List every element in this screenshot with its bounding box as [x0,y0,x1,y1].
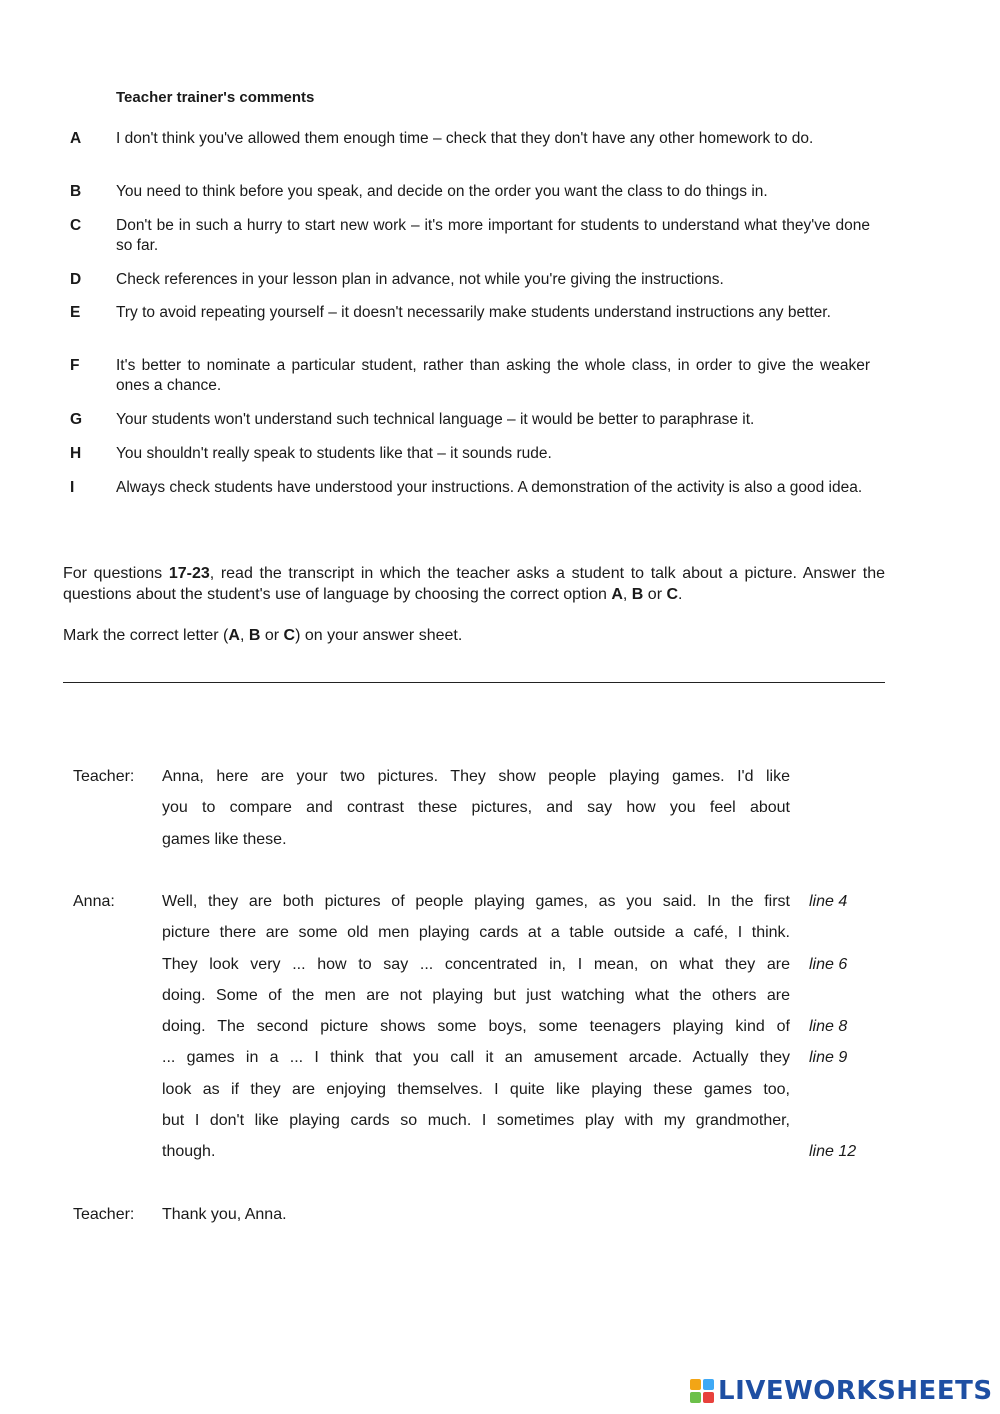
transcript-line: ... games in a ... I think that you call it an amusement arcade. Actually they [162,1049,790,1066]
transcript-line: doing. The second picture shows some boys, some teenagers playing kind of [162,1018,790,1035]
line-number: line 9 [809,1049,848,1066]
comment-item [70,216,870,256]
comment-letter: F [70,357,80,374]
comment-text: Don't be in such a hurry to start new work – it's more important for students to understand what they've done so far. [116,217,870,254]
logo-text: LIVEWORKSHEETS [718,1376,993,1406]
line-number: line 12 [809,1143,857,1160]
speaker-label-anna: Anna: [73,893,115,910]
divider-line [63,682,885,683]
speaker-label-teacher: Teacher: [73,1206,135,1223]
instructions-paragraph: For questions 17-23, read the transcript in which the teacher asks a student to talk about a picture. Answer the questions about the student's use of language by choosing the correct option A, B or C. [63,565,886,603]
transcript-line: Thank you, Anna. [162,1206,287,1223]
comment-text: Always check students have understood your instructions. A demonstration of the activity is also a good idea. [116,479,863,496]
comment-item [70,444,870,464]
answer-sheet-instruction: Mark the correct letter (A, B or C) on your answer sheet. [63,627,463,644]
page-heading: Teacher trainer's comments [116,89,315,106]
logo-grid-icon [690,1379,714,1403]
transcript-line: Anna, here are your two pictures. They show people playing games. I'd like [162,768,790,785]
transcript-line: games like these. [162,831,287,848]
comment-item [70,356,870,396]
comment-text: Your students won't understand such technical language – it would be better to paraphrase it. [116,411,755,428]
comment-item [70,129,870,149]
logo-square [690,1379,701,1390]
transcript-line: doing. Some of the men are not playing but just watching what the others are [162,987,790,1004]
comment-item [70,182,870,202]
logo-square [703,1392,714,1403]
transcript-line: look as if they are enjoying themselves. I quite like playing these games too, [162,1081,790,1098]
comment-text: Try to avoid repeating yourself – it doesn't necessarily make students understand instructions any better. [116,304,831,321]
comment-letter: B [70,183,82,200]
comment-text: You need to think before you speak, and decide on the order you want the class to do things in. [116,183,768,200]
line-number: line 8 [809,1018,848,1035]
liveworksheets-logo [690,1374,993,1408]
transcript-line: Well, they are both pictures of people playing games, as you said. In the first [162,893,790,910]
comment-letter: A [70,130,82,147]
comment-text: You shouldn't really speak to students like that – it sounds rude. [116,445,552,462]
line-number: line 4 [809,893,848,910]
comment-letter: G [70,411,83,428]
comment-item [70,303,870,323]
line-number: line 6 [809,956,848,973]
logo-square [690,1392,701,1403]
comment-letter: D [70,271,82,288]
transcript-line: They look very ... how to say ... concentrated in, I mean, on what they are [162,956,790,973]
transcript-line: but I don't like playing cards so much. I sometimes play with my grandmother, [162,1112,790,1129]
comment-item [70,270,870,290]
speaker-label-teacher: Teacher: [73,768,135,785]
transcript-line: you to compare and contrast these pictures, and say how you feel about [162,799,790,816]
comment-letter: H [70,445,82,462]
comment-letter: C [70,217,82,234]
comment-text: Check references in your lesson plan in advance, not while you're giving the instructions. [116,271,724,288]
comment-text: It's better to nominate a particular student, rather than asking the whole class, in order to give the weaker ones a chance. [116,357,870,394]
transcript-line: picture there are some old men playing cards at a table outside a café, I think. [162,924,790,941]
comment-item [70,478,870,498]
logo-square [703,1379,714,1390]
transcript-line: though. [162,1143,216,1160]
comment-letter: E [70,304,81,321]
comment-letter: I [70,479,75,496]
comment-item [70,410,870,430]
comment-text: I don't think you've allowed them enough time – check that they don't have any other homework to do. [116,130,814,147]
